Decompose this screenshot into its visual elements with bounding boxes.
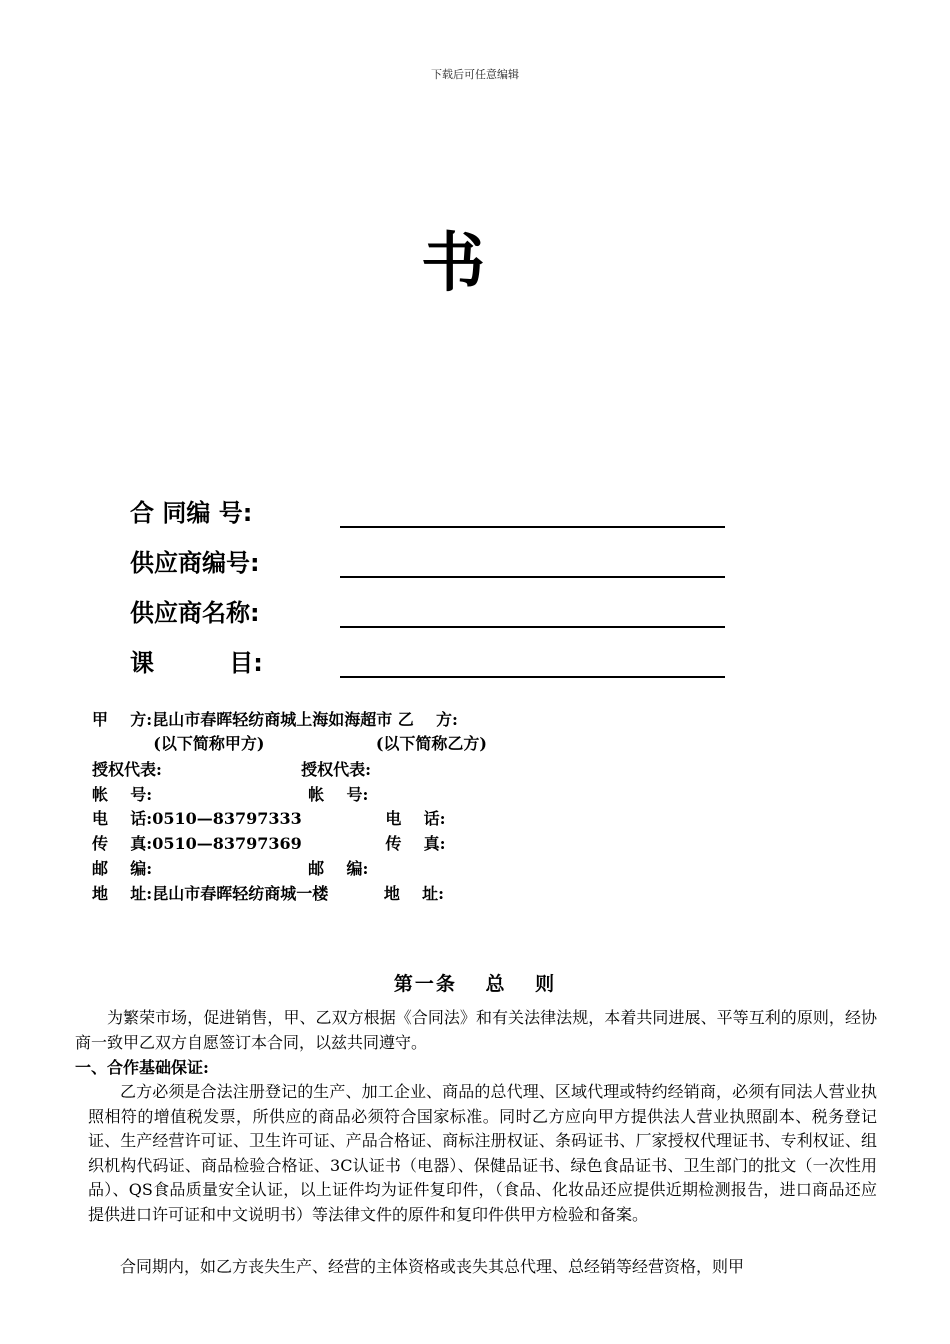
contract-number-row [130,488,725,528]
header-note: 下载后可任意编辑 [431,68,519,81]
party-line-8: 地 址:昆山市春晖轻纺商城一楼 地 址: [92,884,445,903]
party-line-5: 电 话:0510—83797333 电 话: [92,809,446,828]
party-line-7: 邮 编: 邮 编: [92,859,369,878]
department-blank[interactable] [340,648,725,678]
contract-number-label: 合 同编 号: [130,499,253,527]
supplier-number-blank[interactable] [340,548,725,578]
party-line-2: (以下简称甲方) (以下简称乙方) [92,734,487,753]
supplier-number-label: 供应商编号: [130,549,260,577]
term-paragraph: 合同期内，如乙方丧失生产、经营的主体资格或丧失其总代理、总经销等经营资格，则甲 [120,1257,745,1276]
subsection-heading: 一、合作基础保证: [75,1058,209,1077]
party-line-1: 甲 方:昆山市春晖轻纺商城上海如海超市 乙 方: [92,710,458,729]
department-label: 课 目: [130,649,263,677]
party-line-6: 传 真:0510—83797369 传 真: [92,834,446,853]
basis-paragraph: 乙方必须是合法注册登记的生产、加工企业、商品的总代理、区域代理或特约经销商，必须有同法人营业执照相符的增值税发票，所供应的商品必须符合国家标准。同时乙方应向甲方提供法人营业执照副本、税务登记证、生产经营许可证、卫生许可证、产品合格证、商标注册权证、条码证书、厂家授权代理证书、专利权证、组织机构代码证、商品检验合格证、3C认证书（电器）、保健品证书、绿色食品证书、卫生部门的批文（一次性用品）、QS食品质量安全认证，以上证件均为证件复印件，（食品、化妆品还应提供近期检测报告，进口商品还应提供进口许可证和中文说明书）等法律文件的原件和复印件供甲方检验和备案。 [88,1082,877,1224]
section-title: 第一条 总 则 [393,973,557,995]
document-title: 书 [421,227,489,301]
supplier-name-row [130,588,725,628]
supplier-name-label: 供应商名称: [130,599,260,627]
party-line-3: 授权代表: 授权代表: [92,760,372,779]
supplier-name-blank[interactable] [340,598,725,628]
supplier-number-row [130,538,725,578]
party-line-4: 帐 号: 帐 号: [92,785,369,804]
intro-paragraph: 为繁荣市场，促进销售，甲、乙双方根据《合同法》和有关法律法规，本着共同进展、平等互利的原则，经协商一致甲乙双方自愿签订本合同，以兹共同遵守。 [75,1008,877,1052]
department-row [130,638,725,678]
contract-number-blank[interactable] [340,498,725,528]
